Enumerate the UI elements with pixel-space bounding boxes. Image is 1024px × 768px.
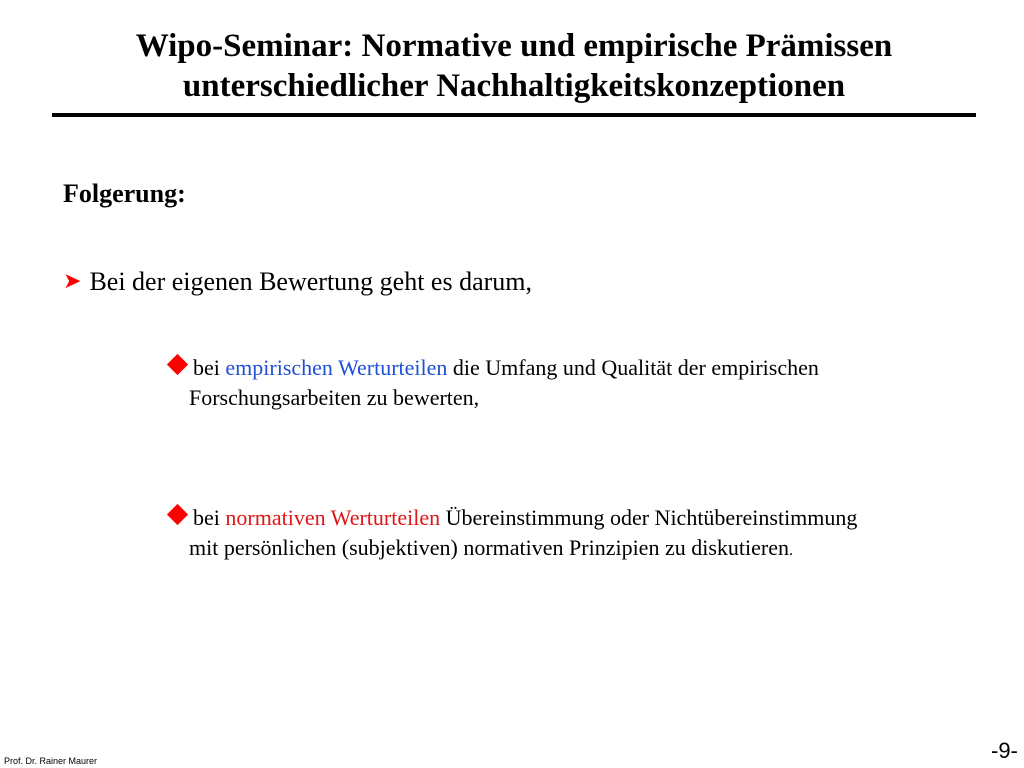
diamond-icon (167, 504, 188, 525)
sub-bullet-empirical (166, 353, 1016, 413)
sub-bullet-continuation: mit persönlichen (subjektiven) normativen Prinzipien zu diskutieren (189, 535, 789, 560)
title-line-2: unterschiedlicher Nachhaltigkeitskonzeptionen (182, 68, 846, 104)
footer-author: Prof. Dr. Rainer Maurer (4, 756, 98, 766)
main-bullet-point (63, 266, 532, 300)
sub-bullet-normative (166, 503, 1016, 566)
sub-bullet-highlight: normativen Werturteilen (225, 505, 441, 530)
title-divider (52, 113, 976, 117)
section-heading: Folgerung: (63, 179, 186, 208)
sub-bullet-prefix: bei (193, 505, 226, 530)
sub-bullet-highlight: empirischen Werturteilen (225, 355, 448, 380)
sub-bullet-period: . (788, 542, 793, 559)
title-line-1: Wipo-Seminar: Normative und empirische Prämissen (135, 28, 893, 64)
sub-bullet-text: Übereinstimmung oder Nichtübereinstimmung (440, 505, 858, 530)
sub-bullet-continuation: Forschungsarbeiten zu bewerten, (189, 385, 480, 410)
arrowhead-icon: ➤ (63, 269, 82, 294)
diamond-icon (167, 354, 188, 375)
sub-bullet-text: die Umfang und Qualität der empirischen (447, 355, 819, 380)
page-number: -9- (991, 738, 1018, 763)
sub-bullet-prefix: bei (193, 355, 226, 380)
main-bullet-text: Bei der eigenen Bewertung geht es darum, (89, 267, 533, 296)
slide-title (52, 26, 976, 106)
